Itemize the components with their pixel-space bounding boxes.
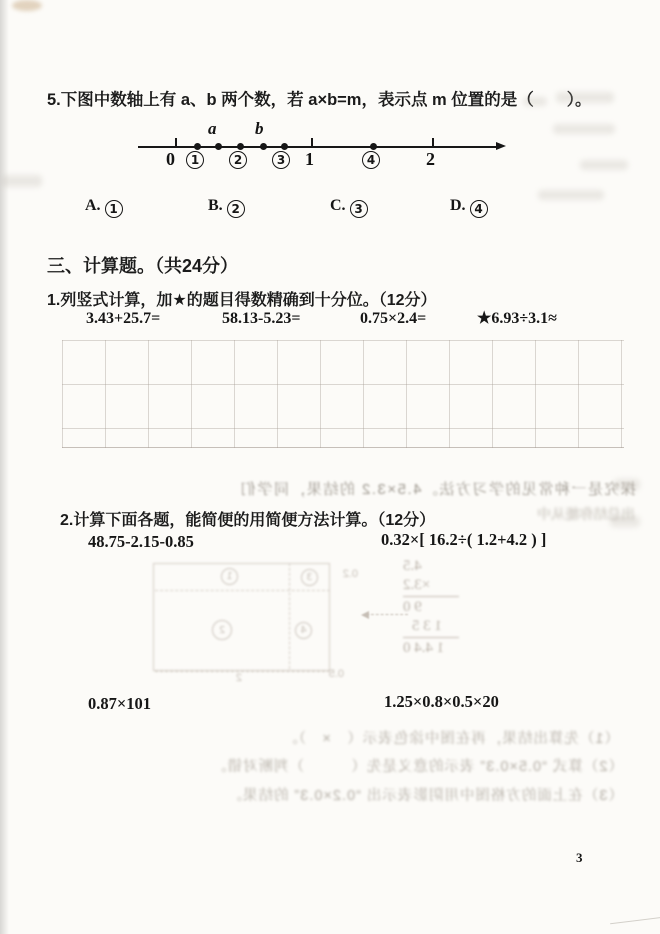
circled-1: 1 [186, 151, 204, 169]
question-2-text: 2.计算下面各题，能简便的用简便方法计算。（12分） [60, 512, 436, 529]
option-d [450, 197, 488, 218]
circled-2: 2 [229, 151, 247, 169]
ghost-line: 探究是一种常见的学习方法。4.5×3.2 的结果，同学们 [239, 481, 636, 498]
option-a-circled-number: 1 [105, 200, 123, 218]
ink-smudge [553, 124, 615, 134]
ghost-circled-number: 4 [295, 622, 312, 639]
corner-smudge [12, 0, 42, 11]
q1-expression-2: 58.13-5.23= [222, 310, 301, 327]
ghost-line: （3）在上面的方格图中用阴影表示出 “0.2×0.3” 的结果。 [226, 788, 623, 804]
ghost-arrow-icon [366, 614, 408, 615]
q1-expression-4: ★6.93÷3.1≈ [477, 310, 557, 327]
ghost-mult-line: ×3.2 [403, 577, 431, 593]
ghost-mult-line: 9 0 [403, 599, 422, 615]
point-dot-4 [370, 143, 377, 150]
number-line-axis [138, 146, 498, 148]
option-c-circled-number: 3 [350, 200, 368, 218]
ink-smudge [580, 160, 628, 170]
q1-expression-1: 3.43+25.7= [86, 310, 161, 327]
axis-label-1: 1 [305, 149, 314, 169]
question-5-text: 5.下图中数轴上有 a、b 两个数，若 a×b=m，表示点 m 位置的是（ ）。 [47, 91, 592, 109]
tick-1 [311, 138, 313, 147]
circled-3: 3 [272, 151, 290, 169]
point-dot-a [215, 143, 222, 150]
tick-0 [175, 138, 177, 147]
axis-label-0: 0 [166, 149, 175, 169]
point-dot-3 [281, 143, 288, 150]
option-b-letter: B. [208, 197, 223, 214]
option-d-circled-number: 4 [470, 200, 488, 218]
ink-smudge [2, 175, 42, 187]
section-title: 三、计算题。（共24分） [47, 256, 239, 276]
axis-arrow-icon [496, 142, 506, 150]
ghost-arrow-icon [361, 611, 369, 619]
q2-expression-3: 0.87×101 [88, 694, 152, 713]
ink-smudge [614, 479, 640, 490]
option-b-circled-number: 2 [227, 200, 245, 218]
ghost-dim-label: 0.2 [342, 568, 358, 580]
option-a-letter: A. [85, 197, 101, 214]
axis-label-2: 2 [426, 149, 435, 169]
ghost-line: （2）算式 “0.5×0.3” 表示的意义是先（ ）判断对错。 [210, 759, 623, 775]
ghost-circled-number: 1 [221, 568, 238, 585]
q2-expression-1: 48.75-2.15-0.85 [88, 532, 194, 551]
ink-smudge [523, 97, 547, 106]
ghost-diagram [145, 560, 360, 682]
label-a: a [208, 119, 217, 138]
q1-expression-3: 0.75×2.4= [360, 310, 427, 327]
label-b: b [255, 119, 264, 138]
page-number: 3 [576, 850, 583, 865]
ghost-mult-line: 4.5 [403, 558, 422, 574]
ghost-dim-label: 2 [235, 672, 242, 684]
tick-2 [432, 138, 434, 147]
option-c [330, 197, 368, 218]
ghost-mult-line: 1 4.4 0 [403, 640, 445, 656]
q2-expression-2: 0.32×[ 16.2÷( 1.2+4.2 ) ] [381, 530, 547, 549]
option-b [208, 197, 245, 218]
ghost-mult-line: 1 3 5 [412, 618, 442, 634]
scan-edge-strip [0, 0, 9, 934]
page-curl-line [610, 917, 660, 925]
ghost-line: （1）先算出结果，再在图中涂色表示（ × ）。 [282, 731, 619, 747]
option-c-letter: C. [330, 197, 346, 214]
ink-smudge [538, 190, 604, 200]
question-1-text: 1.列竖式计算，加★的题目得数精确到十分位。（12分） [47, 292, 437, 309]
calculation-grid [62, 340, 624, 448]
q2-expression-4: 1.25×0.8×0.5×20 [384, 692, 499, 711]
ghost-dim-label: 0.5 [328, 668, 344, 680]
ghost-circled-number: 3 [301, 569, 318, 586]
point-dot-1 [194, 143, 201, 150]
option-a [85, 197, 123, 218]
ink-smudge [610, 516, 640, 527]
ghost-multiplication [403, 557, 459, 658]
point-dot-2 [237, 143, 244, 150]
ghost-line: 出总结你能从中 [537, 506, 635, 522]
option-d-letter: D. [450, 197, 466, 214]
circled-4: 4 [362, 151, 380, 169]
ink-smudge [556, 92, 614, 103]
ghost-circled-number: 2 [212, 620, 232, 640]
point-dot-b [260, 143, 267, 150]
